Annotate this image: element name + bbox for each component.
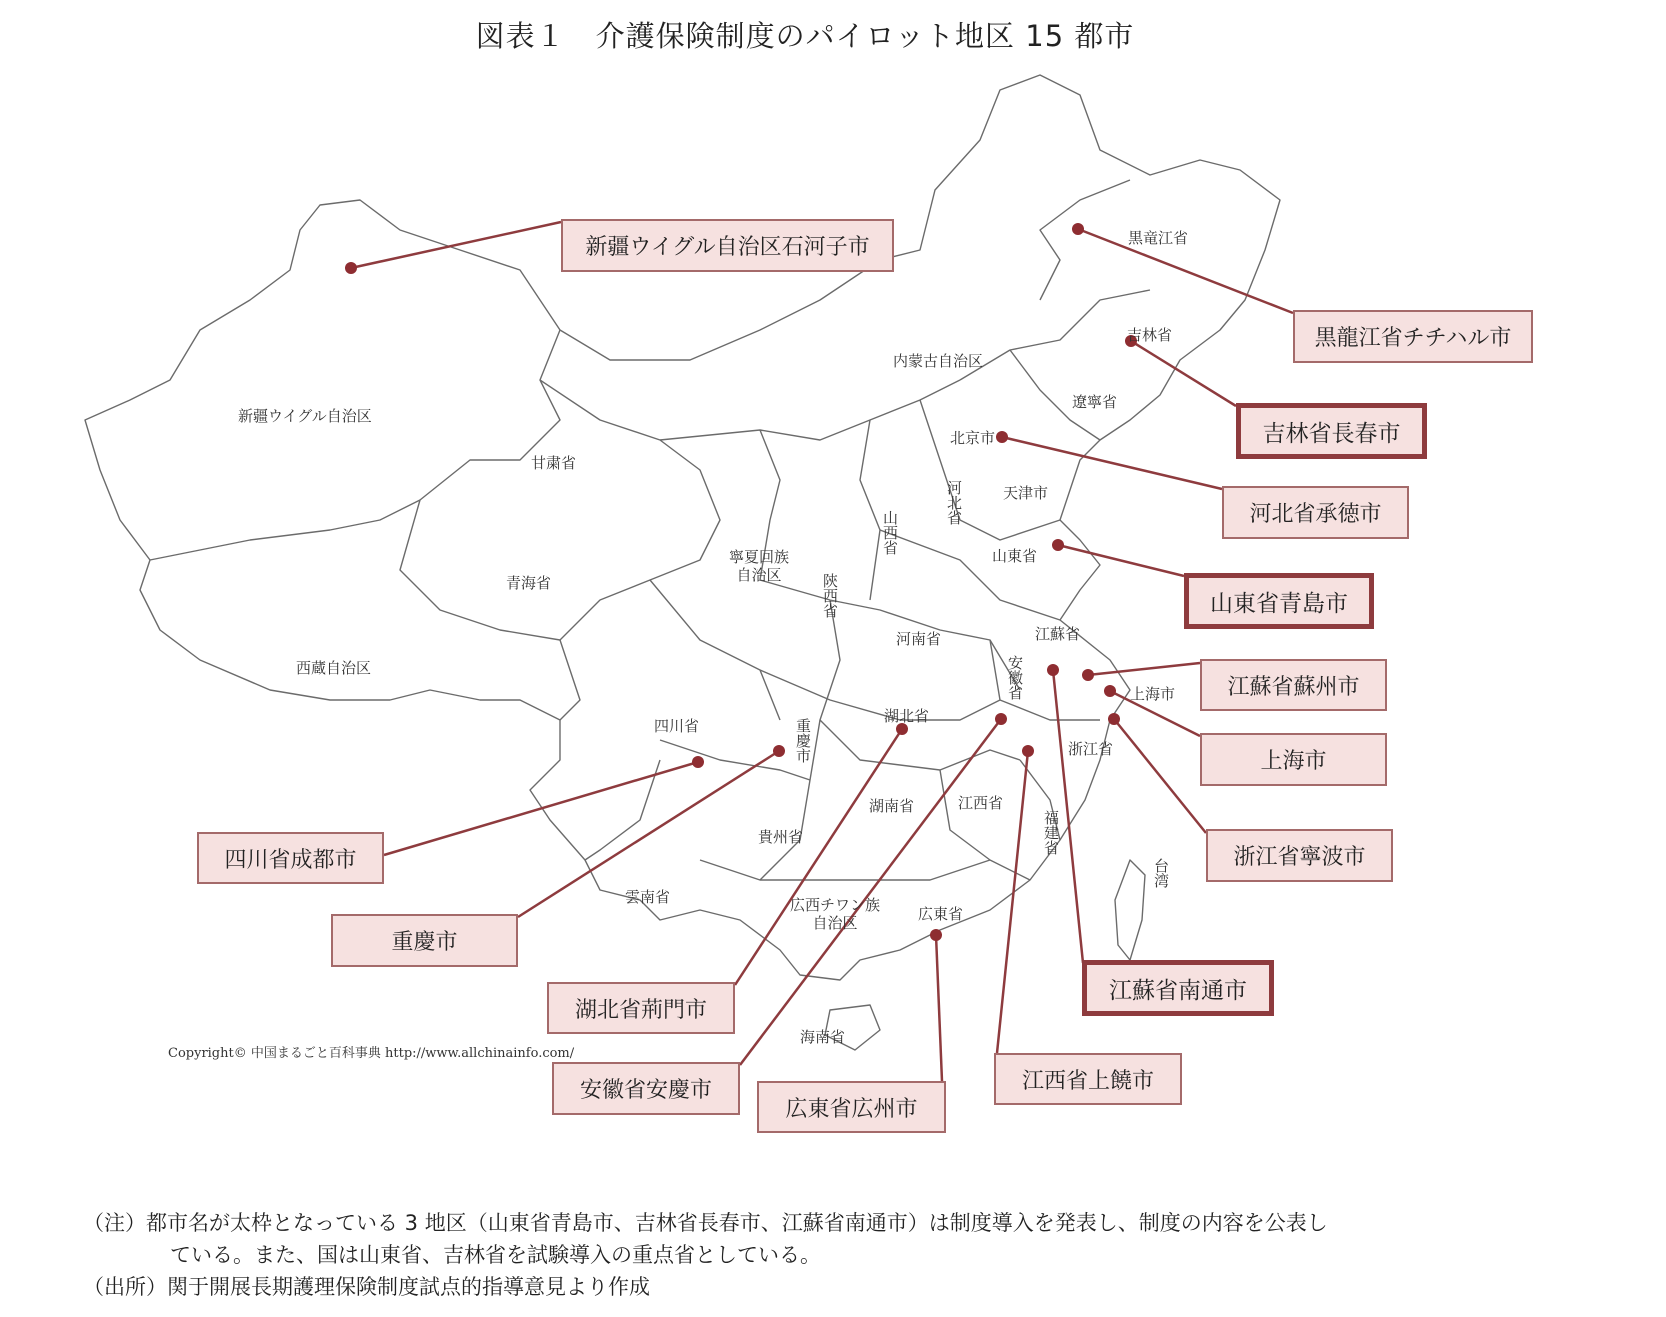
province-label-neimenggu: 内蒙古自治区 — [893, 352, 984, 370]
city-label-nantong: 江蘇省南通市 — [1082, 960, 1274, 1016]
province-label-shandong: 山東省 — [992, 547, 1038, 565]
city-marker-shihezi — [345, 262, 357, 274]
province-label-hunan: 湖南省 — [869, 797, 915, 815]
figure-title: 図表１ 介護保険制度のパイロット地区 15 都市 — [475, 19, 1135, 53]
city-label-qingdao: 山東省青島市 — [1184, 573, 1374, 629]
leader-line-ningbo — [1114, 719, 1206, 833]
city-marker-qiqihar — [1072, 223, 1084, 235]
source-note: （出所）関于開展長期護理保険制度試点的指導意見より作成 — [83, 1275, 650, 1299]
city-marker-suzhou — [1082, 669, 1094, 681]
province-label-gansu: 甘粛省 — [531, 454, 577, 472]
province-label-guizhou: 貴州省 — [758, 828, 804, 846]
city-label-guangzhou: 広東省広州市 — [757, 1081, 946, 1133]
leader-line-chengdu — [384, 762, 698, 855]
city-label-jingmen: 湖北省荊門市 — [547, 982, 735, 1034]
city-label-chengdu: 四川省成都市 — [197, 832, 384, 884]
province-label-jiangxi: 江西省 — [958, 794, 1004, 812]
province-label-guangdong: 広東省 — [918, 905, 964, 923]
province-label-tianjin: 天津市 — [1003, 484, 1049, 502]
city-marker-ningbo — [1108, 713, 1120, 725]
province-label-ningxia: 寧夏回族自治区 — [728, 548, 789, 584]
taiwan-outline — [1115, 860, 1145, 960]
leader-line-anqing — [740, 719, 1004, 1065]
city-label-suzhou: 江蘇省蘇州市 — [1200, 659, 1387, 711]
province-label-heilongjiang: 黒竜江省 — [1128, 229, 1189, 247]
leader-line-changchun — [1131, 341, 1236, 406]
leader-line-guangzhou — [936, 935, 942, 1081]
province-label-yunnan: 雲南省 — [625, 888, 671, 906]
city-marker-nantong — [1047, 664, 1059, 676]
city-marker-guangzhou — [930, 929, 942, 941]
province-label-hebei: 河北省 — [945, 480, 963, 525]
province-label-shanxi: 山西省 — [881, 510, 899, 555]
province-label-zhejiang: 浙江省 — [1068, 740, 1114, 758]
province-label-shanghai: 上海市 — [1130, 685, 1176, 703]
leader-line-jingmen — [735, 729, 902, 985]
city-label-shanghai: 上海市 — [1200, 733, 1387, 786]
city-label-anqing: 安徽省安慶市 — [552, 1062, 740, 1115]
province-label-hainan: 海南省 — [800, 1028, 846, 1046]
province-label-guangxi: 広西チワン族自治区 — [790, 896, 881, 932]
province-label-tibet: 西蔵自治区 — [296, 659, 372, 677]
province-label-anhui: 安徽省 — [1006, 655, 1024, 700]
note-line-1: （注）都市名が太枠となっている 3 地区（山東省青島市、吉林省長春市、江蘇省南通市）は制度導入を発表し、制度の内容を公表し — [83, 1211, 1328, 1235]
city-label-qiqihar: 黒龍江省チチハル市 — [1293, 310, 1533, 363]
city-label-chengde: 河北省承徳市 — [1222, 486, 1409, 539]
city-marker-qingdao — [1052, 539, 1064, 551]
province-label-jiangsu: 江蘇省 — [1035, 625, 1081, 643]
province-label-hubei: 湖北省 — [884, 707, 930, 725]
city-label-changchun: 吉林省長春市 — [1236, 403, 1427, 459]
province-label-chongqing: 重慶市 — [794, 718, 812, 763]
province-label-fujian: 福建省 — [1042, 810, 1060, 855]
city-marker-shanghai — [1104, 685, 1116, 697]
province-label-jilin: 吉林省 — [1127, 326, 1173, 344]
leader-line-shihezi — [351, 222, 561, 268]
city-marker-shangrao — [1022, 745, 1034, 757]
province-label-beijing: 北京市 — [950, 429, 996, 447]
province-label-taiwan: 台湾 — [1152, 858, 1170, 888]
leader-line-qingdao — [1058, 545, 1184, 576]
province-label-xinjiang: 新疆ウイグル自治区 — [238, 407, 372, 425]
city-label-shangrao: 江西省上饒市 — [994, 1053, 1182, 1105]
city-label-shihezi: 新疆ウイグル自治区石河子市 — [561, 219, 894, 272]
province-label-shaanxi: 陝西省 — [821, 573, 839, 618]
city-label-ningbo: 浙江省寧波市 — [1206, 829, 1393, 882]
city-label-chongqing: 重慶市 — [331, 914, 518, 967]
province-label-henan: 河南省 — [896, 630, 942, 648]
leader-line-suzhou — [1088, 663, 1200, 675]
city-marker-chongqing — [773, 745, 785, 757]
province-label-liaoning: 遼寧省 — [1072, 393, 1118, 411]
province-label-sichuan: 四川省 — [654, 717, 700, 735]
province-label-qinghai: 青海省 — [506, 574, 552, 592]
note-line-2: ている。また、国は山東省、吉林省を試験導入の重点省としている。 — [170, 1243, 821, 1267]
copyright-text: Copyright© 中国まるごと百科事典 http://www.allchinainfo.com/ — [168, 1046, 575, 1061]
city-marker-chengde — [996, 431, 1008, 443]
city-marker-anqing — [995, 713, 1007, 725]
city-marker-chengdu — [692, 756, 704, 768]
